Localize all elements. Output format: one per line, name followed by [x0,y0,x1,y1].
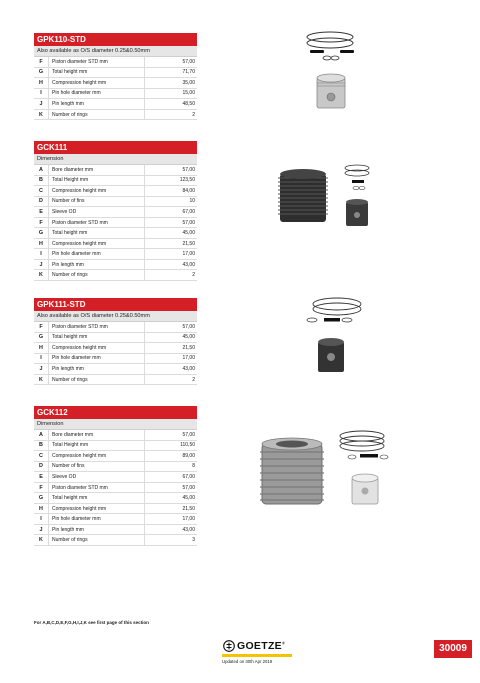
product-section-gck112 [34,406,197,546]
table-row: D Number of fins 10 [34,196,197,207]
section-title: GCK112 [34,406,197,419]
table-row: H Compression height mm 21,50 [34,503,197,514]
section-title: GPK111-STD [34,298,197,311]
cylinder-kit-image [272,160,402,240]
table-row: I Pin hole diameter mm 15,00 [34,88,197,99]
table-row: F Piston diameter STD mm 57,00 [34,217,197,228]
footnote: For A,B,C,D,E,F,G,H,I,J,K see first page of this section [34,620,149,625]
table-row: B Total Height mm 110,50 [34,440,197,451]
table-row: J Pin length mm 43,00 [34,259,197,270]
table-row: H Compression height mm 21,50 [34,343,197,354]
cylinder-kit-image [252,428,412,520]
spec-table [34,165,197,281]
brand-bar [222,654,292,657]
spec-table [34,57,197,120]
section-title: GPK110-STD [34,33,197,46]
table-row: G Total height mm 45,00 [34,332,197,343]
table-row: J Pin length mm 43,00 [34,524,197,535]
piston-kit-image [292,25,372,125]
table-row: G Total height mm 45,00 [34,228,197,239]
table-row: A Bore diameter mm 57,00 [34,165,197,175]
section-subtitle: Dimension [34,154,197,165]
section-subtitle: Also available as O/S diameter 0.25&0.50mm [34,46,197,57]
brand-name: GOETZE® [237,640,286,652]
table-row: J Pin length mm 48,50 [34,99,197,110]
table-row: K Number of rings 2 [34,270,197,281]
table-row: K Number of rings 2 [34,374,197,385]
table-row: G Total height mm 71,70 [34,67,197,78]
table-row: I Pin hole diameter mm 17,00 [34,353,197,364]
table-row: F Piston diameter STD mm 57,00 [34,57,197,67]
piston-kit-image [292,290,382,385]
product-section-gpk111 [34,298,197,385]
updated-date: Updated on 30th Apr 2019 [222,659,273,664]
table-row: C Compression height mm 84,00 [34,186,197,197]
section-subtitle: Also available as O/S diameter 0.25&0.50mm [34,311,197,322]
table-row: H Compression height mm 21,50 [34,238,197,249]
table-row: A Bore diameter mm 57,00 [34,430,197,440]
table-row: G Total height mm 45,00 [34,493,197,504]
product-section-gck111 [34,141,197,281]
table-row: F Piston diameter STD mm 57,00 [34,482,197,493]
spec-table [34,430,197,546]
table-row: F Piston diameter STD mm 57,00 [34,322,197,332]
table-row: K Number of rings 2 [34,109,197,120]
page-number-badge: 30009 [434,640,472,658]
table-row: E Sleeve OD 67,00 [34,207,197,218]
table-row: H Compression height mm 35,00 [34,78,197,89]
table-row: B Total Height mm 123,50 [34,175,197,186]
table-row: D Number of fins 8 [34,461,197,472]
section-title: GCK111 [34,141,197,154]
table-row: I Pin hole diameter mm 17,00 [34,249,197,260]
table-row: I Pin hole diameter mm 17,00 [34,514,197,525]
table-row: E Sleeve OD 67,00 [34,472,197,483]
goetze-emblem-icon [223,640,235,652]
section-subtitle: Dimension [34,419,197,430]
table-row: K Number of rings 3 [34,535,197,546]
spec-table [34,322,197,385]
table-row: J Pin length mm 43,00 [34,364,197,375]
table-row: C Compression height mm 89,00 [34,451,197,462]
product-section-gpk110 [34,33,197,120]
